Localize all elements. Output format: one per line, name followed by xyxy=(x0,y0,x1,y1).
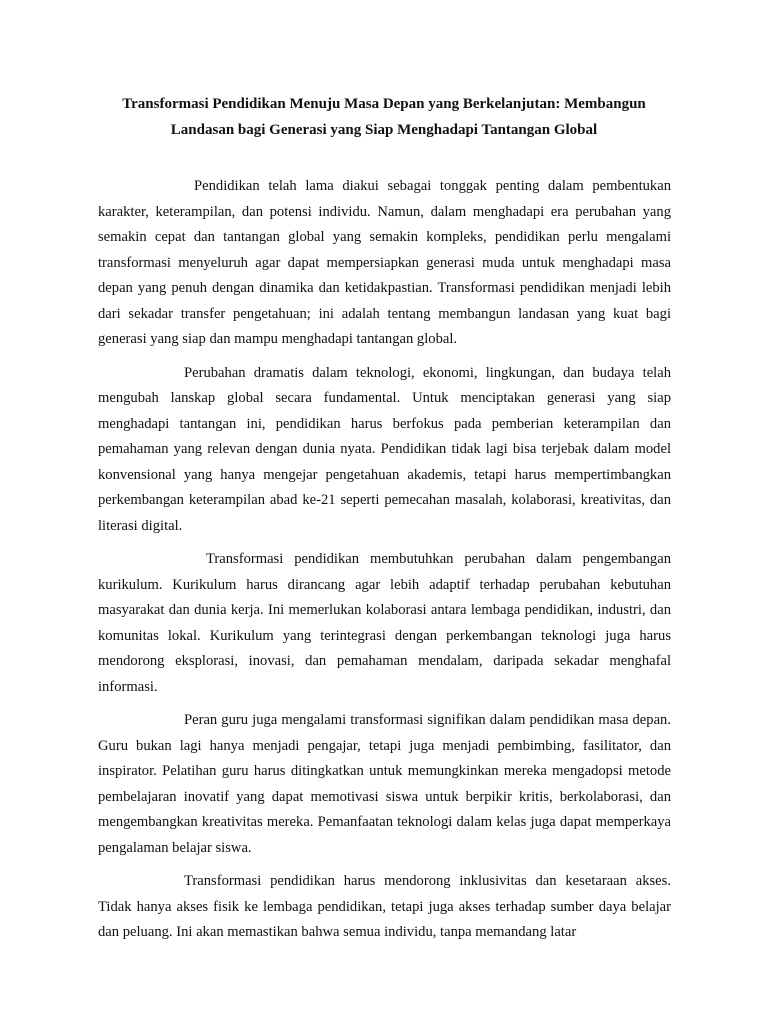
paragraph-3: Transformasi pendidikan membutuhkan perubahan dalam pengembangan kurikulum. Kurikulum harus dirancang agar lebih adaptif terhadap perubahan kebutuhan masyarakat dan dunia kerja. Ini memerlukan kolaborasi antara lembaga pendidikan, industri, dan komunitas lokal. Kurikulum yang terintegrasi dengan perkembangan teknologi juga harus mendorong eksplorasi, inovasi, dan pemahaman mendalam, daripada sekadar menghafal informasi. xyxy=(98,551,671,695)
paragraph-1: Pendidikan telah lama diakui sebagai tonggak penting dalam pembentukan karakter, keterampilan, dan potensi individu. Namun, dalam menghadapi era perubahan yang semakin cepat dan tantangan global yang semakin kompleks, pendidikan perlu mengalami transformasi menyeluruh agar dapat mempersiapkan generasi muda untuk menghadapi masa depan yang penuh dengan dinamika dan ketidakpastian. Transformasi pendidikan menjadi lebih dari sekadar transfer pengetahuan; ini adalah tentang membangun landasan yang kuat bagi generasi yang siap dan mampu menghadapi tantangan global. xyxy=(98,178,671,347)
document-title xyxy=(96,91,672,143)
paragraph-5: Transformasi pendidikan harus mendorong inklusivitas dan kesetaraan akses. Tidak hanya akses fisik ke lembaga pendidikan, tetapi juga akses terhadap sumber daya belajar dan peluang. Ini akan memastikan bahwa semua individu, tanpa memandang latar xyxy=(98,873,671,940)
title-line-1: Transformasi Pendidikan Menuju Masa Depan yang Berkelanjutan: Membangun xyxy=(122,96,646,112)
title-line-2: Landasan bagi Generasi yang Siap Menghadapi Tantangan Global xyxy=(170,122,598,138)
document-body xyxy=(98,174,671,954)
paragraph-4: Peran guru juga mengalami transformasi signifikan dalam pendidikan masa depan. Guru bukan lagi hanya menjadi pengajar, tetapi juga menjadi pembimbing, fasilitator, dan inspirator. Pelatihan guru harus ditingkatkan untuk memungkinkan mereka mengadopsi metode pembelajaran inovatif yang dapat memotivasi siswa untuk berpikir kritis, berkolaborasi, dan mengembangkan kreativitas mereka. Pemanfaatan teknologi dalam kelas juga dapat memperkaya pengalaman belajar siswa. xyxy=(98,712,671,856)
paragraph-2: Perubahan dramatis dalam teknologi, ekonomi, lingkungan, dan budaya telah mengubah lanskap global secara fundamental. Untuk menciptakan generasi yang siap menghadapi tantangan ini, pendidikan harus berfokus pada pemberian keterampilan dan pemahaman yang relevan dengan dunia nyata. Pendidikan tidak lagi bisa terjebak dalam model konvensional yang hanya mengejar pengetahuan akademis, tetapi harus mempertimbangkan perkembangan keterampilan abad ke-21 seperti pemecahan masalah, kolaborasi, kreativitas, dan literasi digital. xyxy=(98,364,671,534)
